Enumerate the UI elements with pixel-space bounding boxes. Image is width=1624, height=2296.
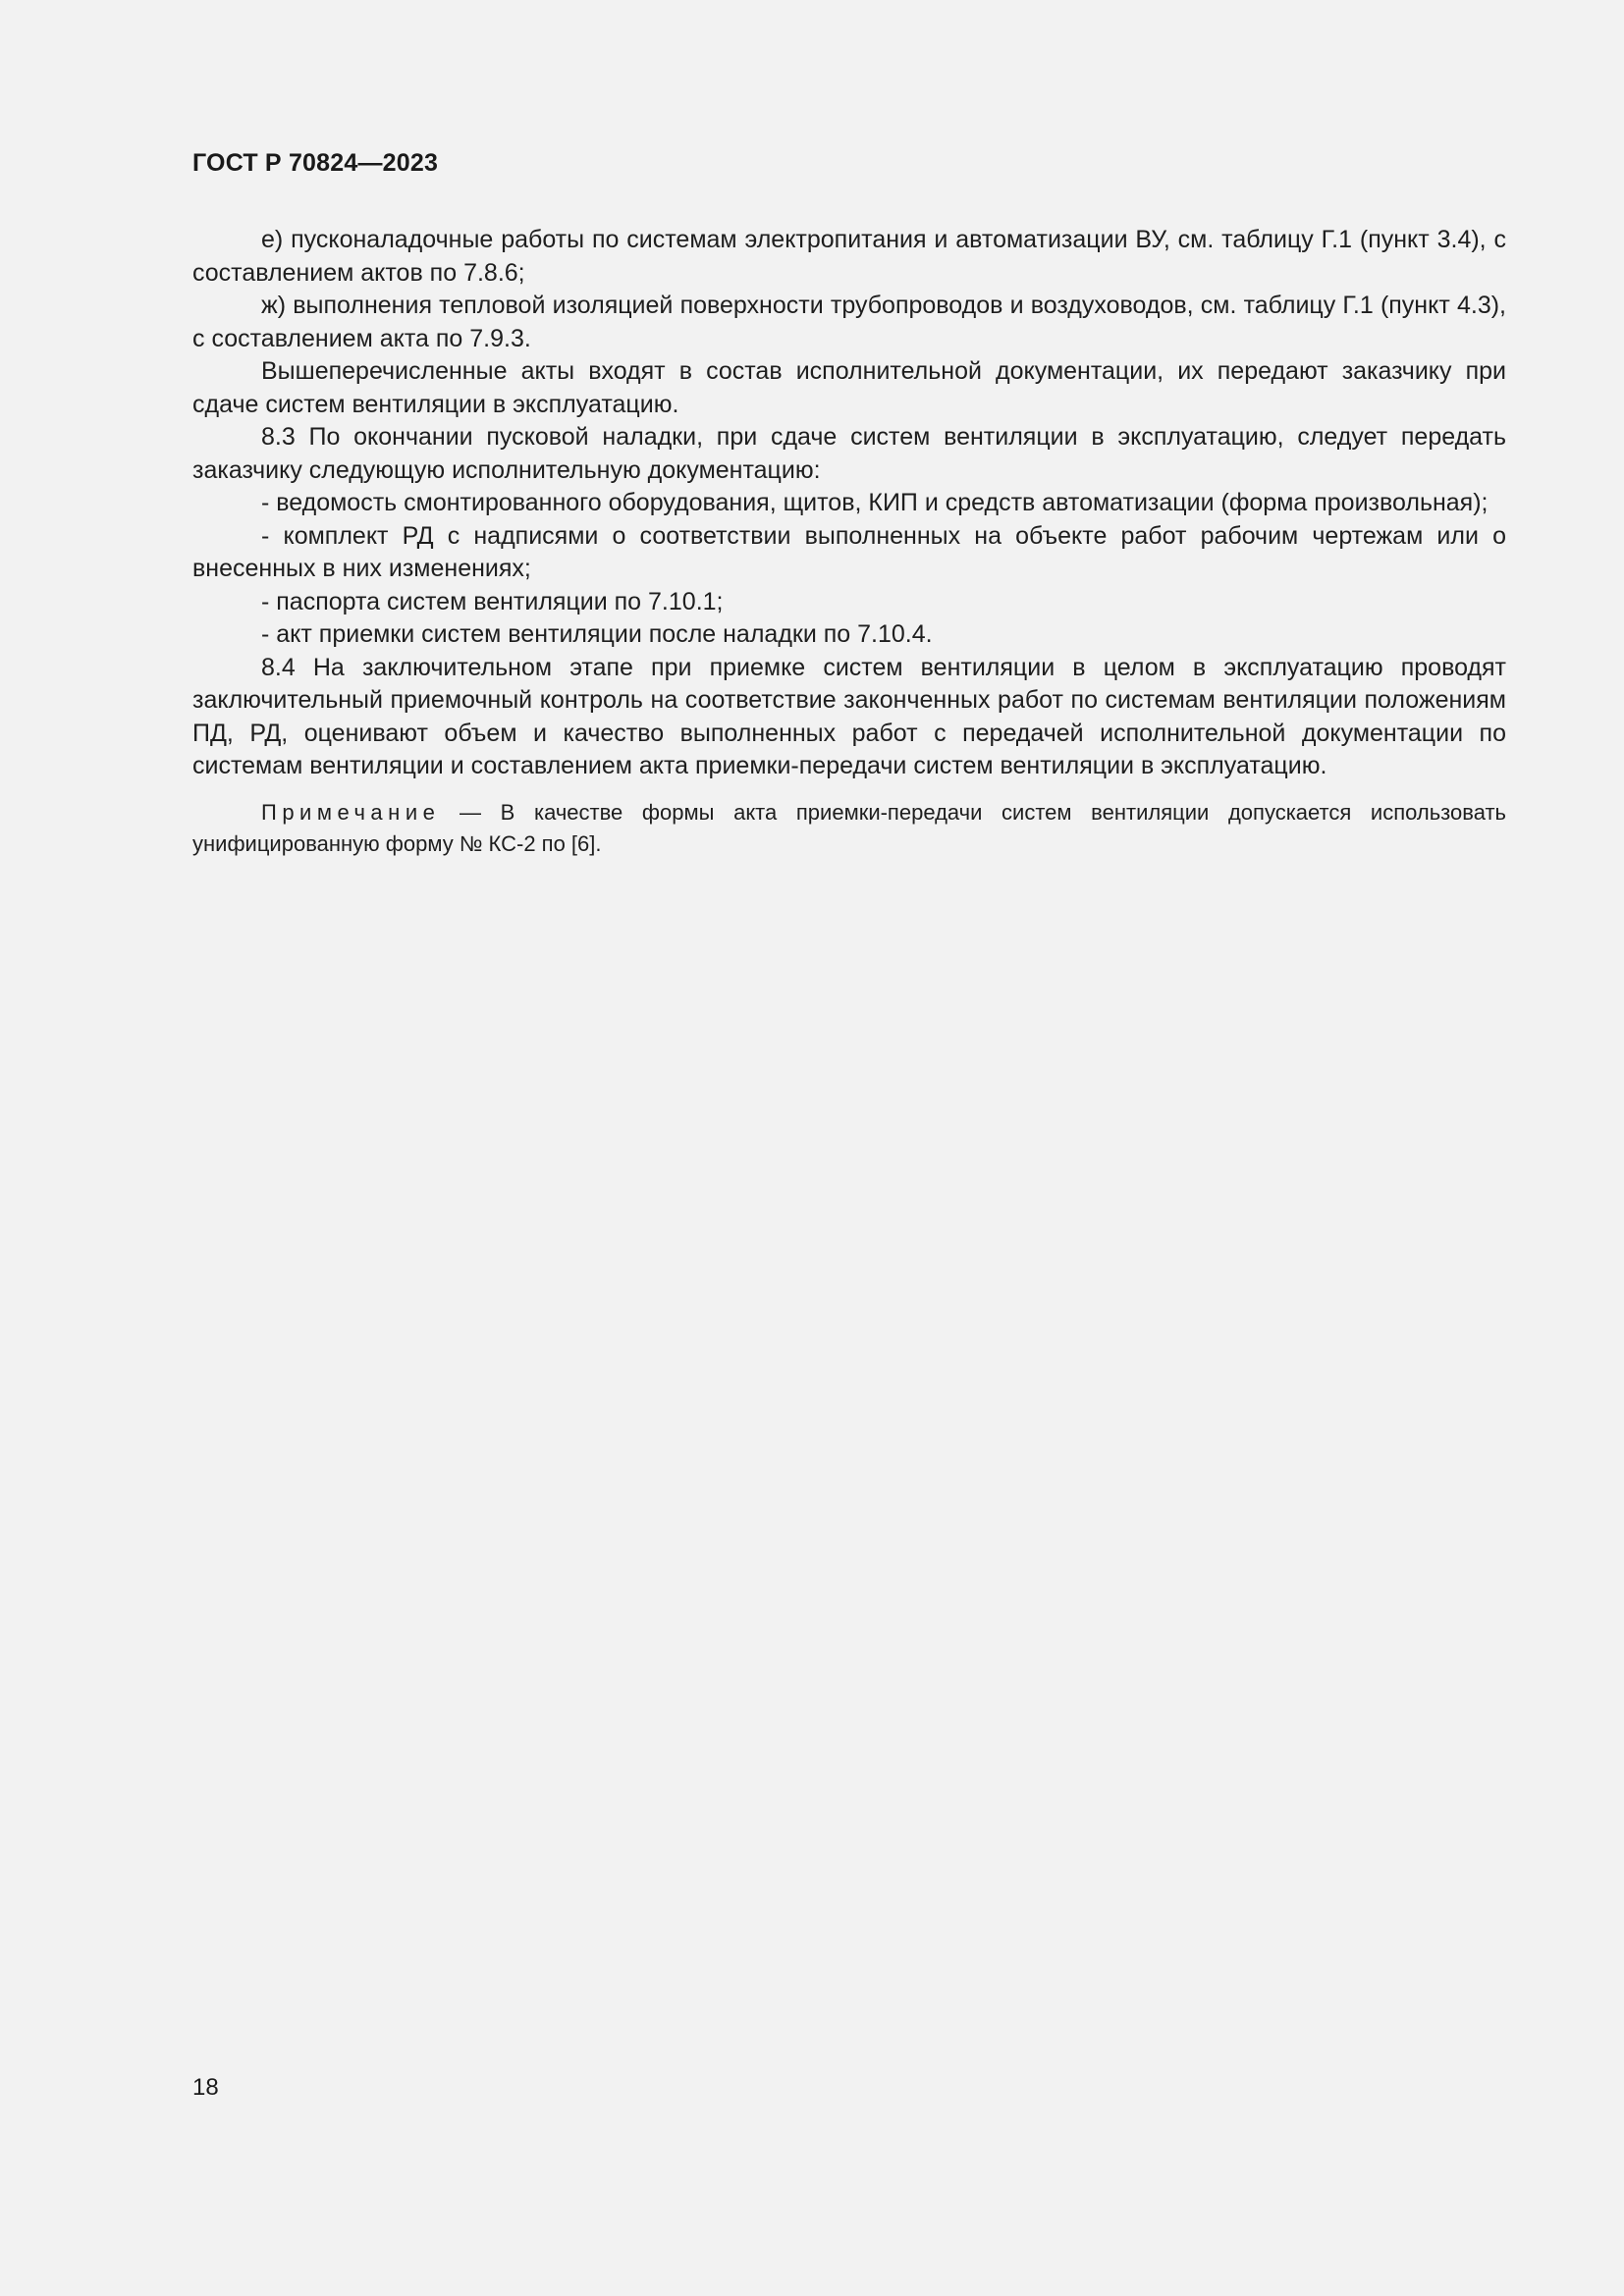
paragraph-acts-summary: Вышеперечисленные акты входят в состав исполнительной документации, их передают заказчику при сдаче систем вентиляции в эксплуатацию. [192, 357, 1506, 418]
paragraph-clause-8-4: 8.4 На заключительном этапе при приемке систем вентиляции в целом в эксплуатацию проводят заключительный приемочный контроль на соответствие законченных работ по системам вентиляции положениям ПД, РД, оценивают объем и качество выполненных работ с передачей исполнительной документации по системам вентиляции и составлением акта приемки-передачи систем вентиляции в эксплуатацию. [192, 653, 1506, 779]
paragraph-clause-8-3: 8.3 По окончании пусковой наладки, при сдаче систем вентиляции в эксплуатацию, следует передать заказчику следующую исполнительную документацию: [192, 423, 1506, 484]
list-item-passports: - паспорта систем вентиляции по 7.10.1; [261, 587, 724, 615]
list-item-rd-set: - комплект РД с надписями о соответствии выполненных на объекте работ рабочим чертежам или о внесенных в них изменениях; [192, 521, 1506, 582]
page-number: 18 [192, 2074, 219, 2101]
note-text: — В качестве формы акта приемки-передачи систем вентиляции допускается использовать унифицированную форму № КС-2 по [6]. [192, 799, 1506, 856]
paragraph-item-e: е) пусконаладочные работы по системам электропитания и автоматизации ВУ, см. таблицу Г.1 (пункт 3.4), с составлением актов по 7.8.6; [192, 226, 1506, 287]
list-item-acceptance-act: - акт приемки систем вентиляции после наладки по 7.10.4. [261, 620, 933, 648]
note-label: Примечание [261, 799, 441, 825]
paragraph-item-zh: ж) выполнения тепловой изоляцией поверхности трубопроводов и воздуховодов, см. таблицу Г.1 (пункт 4.3), с составлением акта по 7.9.3. [192, 292, 1506, 352]
note [192, 797, 1506, 860]
document-body [192, 224, 1506, 860]
document-header-standard-code: ГОСТ Р 70824—2023 [192, 149, 439, 177]
list-item-equipment-statement: - ведомость смонтированного оборудования, щитов, КИП и средств автоматизации (форма произвольная); [261, 489, 1489, 516]
